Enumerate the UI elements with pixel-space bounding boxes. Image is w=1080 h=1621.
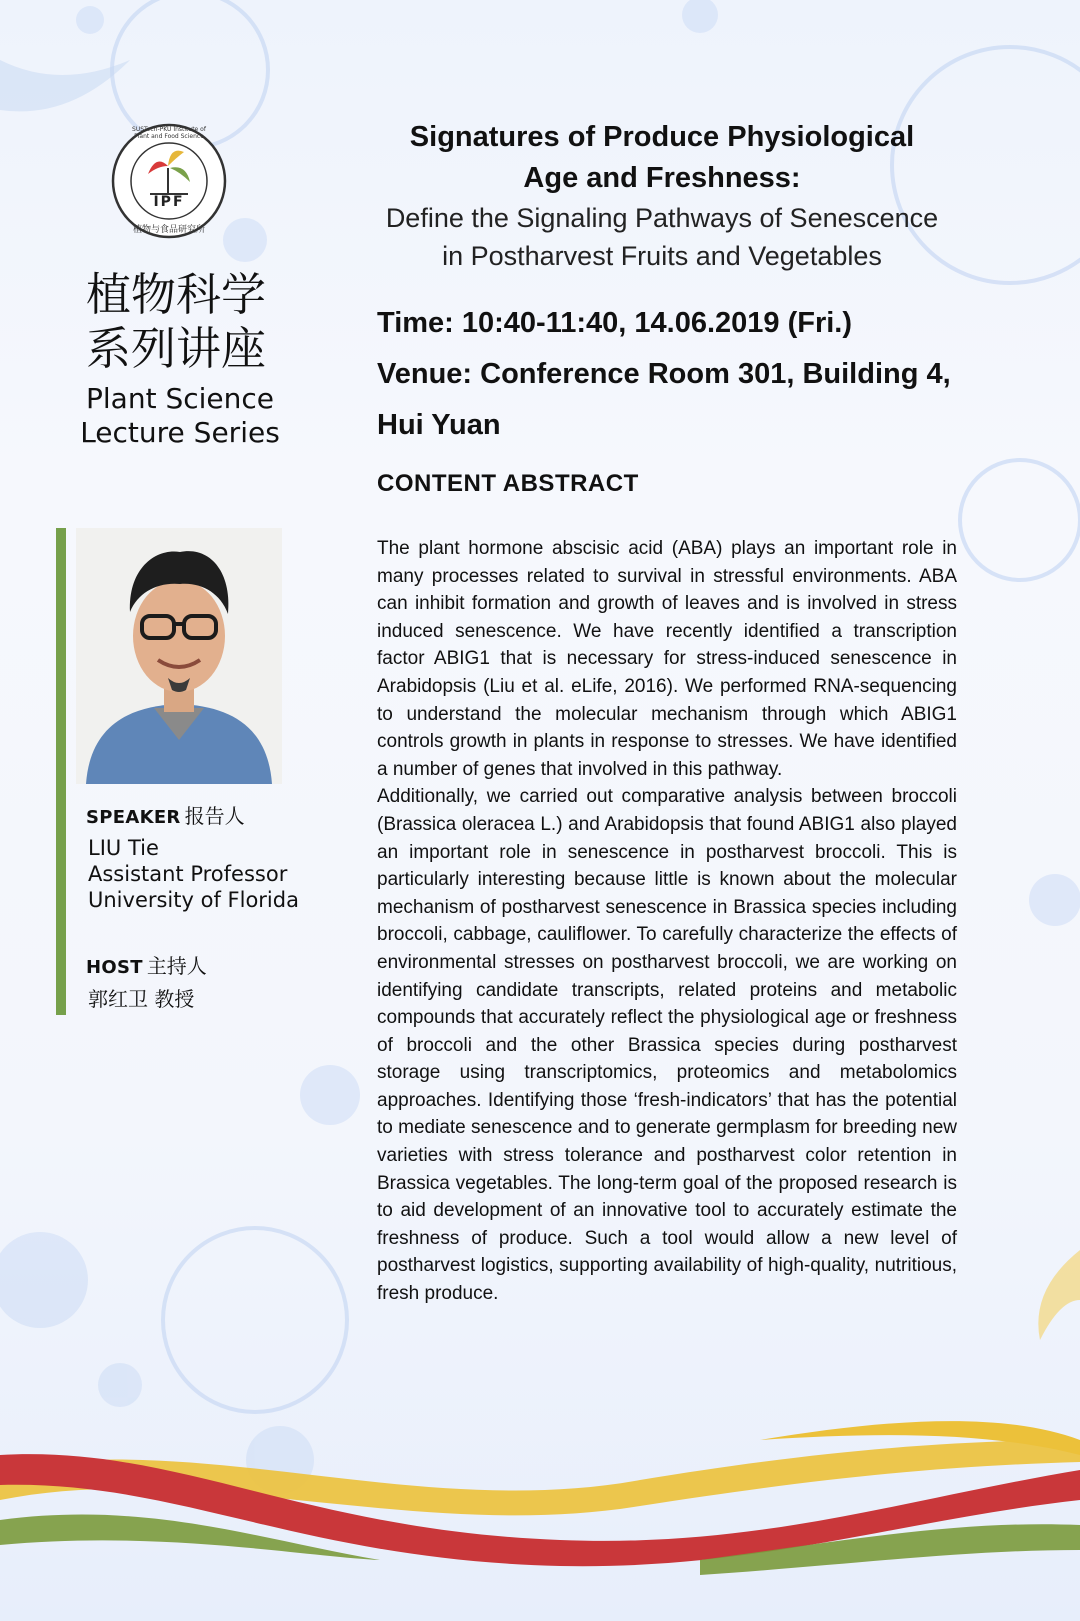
speaker-label [86, 800, 245, 829]
speaker-portrait-icon [76, 528, 282, 784]
speaker-photo [76, 528, 282, 784]
speaker-affiliation: University of Florida [88, 888, 299, 912]
host-label-en: HOST [86, 957, 143, 978]
host-label-cn: 主持人 [146, 954, 207, 978]
lecture-time: Time: 10:40-11:40, 14.06.2019 (Fri.) [377, 307, 853, 339]
logo-initials: IPF [153, 194, 185, 210]
abstract-paragraph-2: Additionally, we carried out comparative analysis between broccoli (Brassica oleracea L.) and Arabidopsis that found ABIG1 also played an important role in senescence in postharvest broccoli. This is particularly interesting because little is known about the molecular mechanism of postharvest senescence in Brassica species including broccoli, cabbage, cauliflower. To carefully characterize the effects of environmental stresses on postharvest broccoli, we are working on identifying candidate transcripts, related proteins and metabolic compounds that accurately reflect the physiological age or freshness of broccoli and the other Brassica species during postharvest storage using transcriptomics, proteomics and metabolomics approaches. Identifying those ‘fresh-indicators’ that has the potential to mediate senescence and to generate germplasm for breeding new varieties with stress tolerance and postharvest color retention in Brassica vegetables. The long-term goal of the proposed research is to aid development of an innovative tool to accurately estimate the freshness of produce. Such a tool would allow a new level of postharvest logistics, supporting availability of high-quality, nutritious, fresh produce. [377, 786, 957, 1305]
speaker-position: Assistant Professor [88, 862, 288, 886]
lecture-venue-line1: Venue: Conference Room 301, Building 4, [377, 358, 951, 390]
speaker-label-cn: 报告人 [184, 804, 245, 828]
lecture-venue-line2: Hui Yuan [377, 409, 501, 441]
series-title-en-line1: Plant Science [86, 382, 274, 415]
series-title-cn-line1: 植物科学 [85, 268, 266, 321]
lecture-title-line1: Signatures of Produce Physiological [409, 121, 915, 153]
speaker-name: LIU Tie [88, 836, 159, 860]
lecture-title-line2: Age and Freshness: [523, 162, 801, 194]
series-title-en-line2: Lecture Series [80, 416, 280, 449]
abstract-heading: CONTENT ABSTRACT [377, 470, 639, 497]
ipf-logo [110, 122, 228, 240]
logo-ring-text: SUSTech-PKU Institute of Plant and Food Science [132, 126, 206, 140]
abstract-body [377, 535, 957, 1308]
speaker-accent-bar [56, 528, 66, 1015]
host-label [86, 950, 207, 979]
series-title-cn-line2: 系列讲座 [85, 322, 266, 375]
logo-ring-text-cn: 植物与食品研究所 [132, 225, 205, 235]
lecture-subtitle-line2: in Postharvest Fruits and Vegetables [442, 241, 882, 271]
lecture-subtitle-line1: Define the Signaling Pathways of Senescence [385, 203, 939, 233]
speaker-label-en: SPEAKER [86, 807, 181, 828]
abstract-paragraph-1: The plant hormone abscisic acid (ABA) plays an important role in many processes related to survival in stressful environments. ABA can inhibit formation and growth of leaves and is involved in stress induced senescence. We have recently identified a transcription factor ABIG1 that is necessary for stress-induced senescence in Arabidopsis (Liu et al. eLife, 2016). We performed RNA-sequencing to understand the molecular mechanism through which ABIG1 controls growth in plants in response to stresses. We have identified a number of genes that involved in this pathway. [377, 538, 957, 780]
host-name: 郭红卫 教授 [88, 987, 195, 1011]
